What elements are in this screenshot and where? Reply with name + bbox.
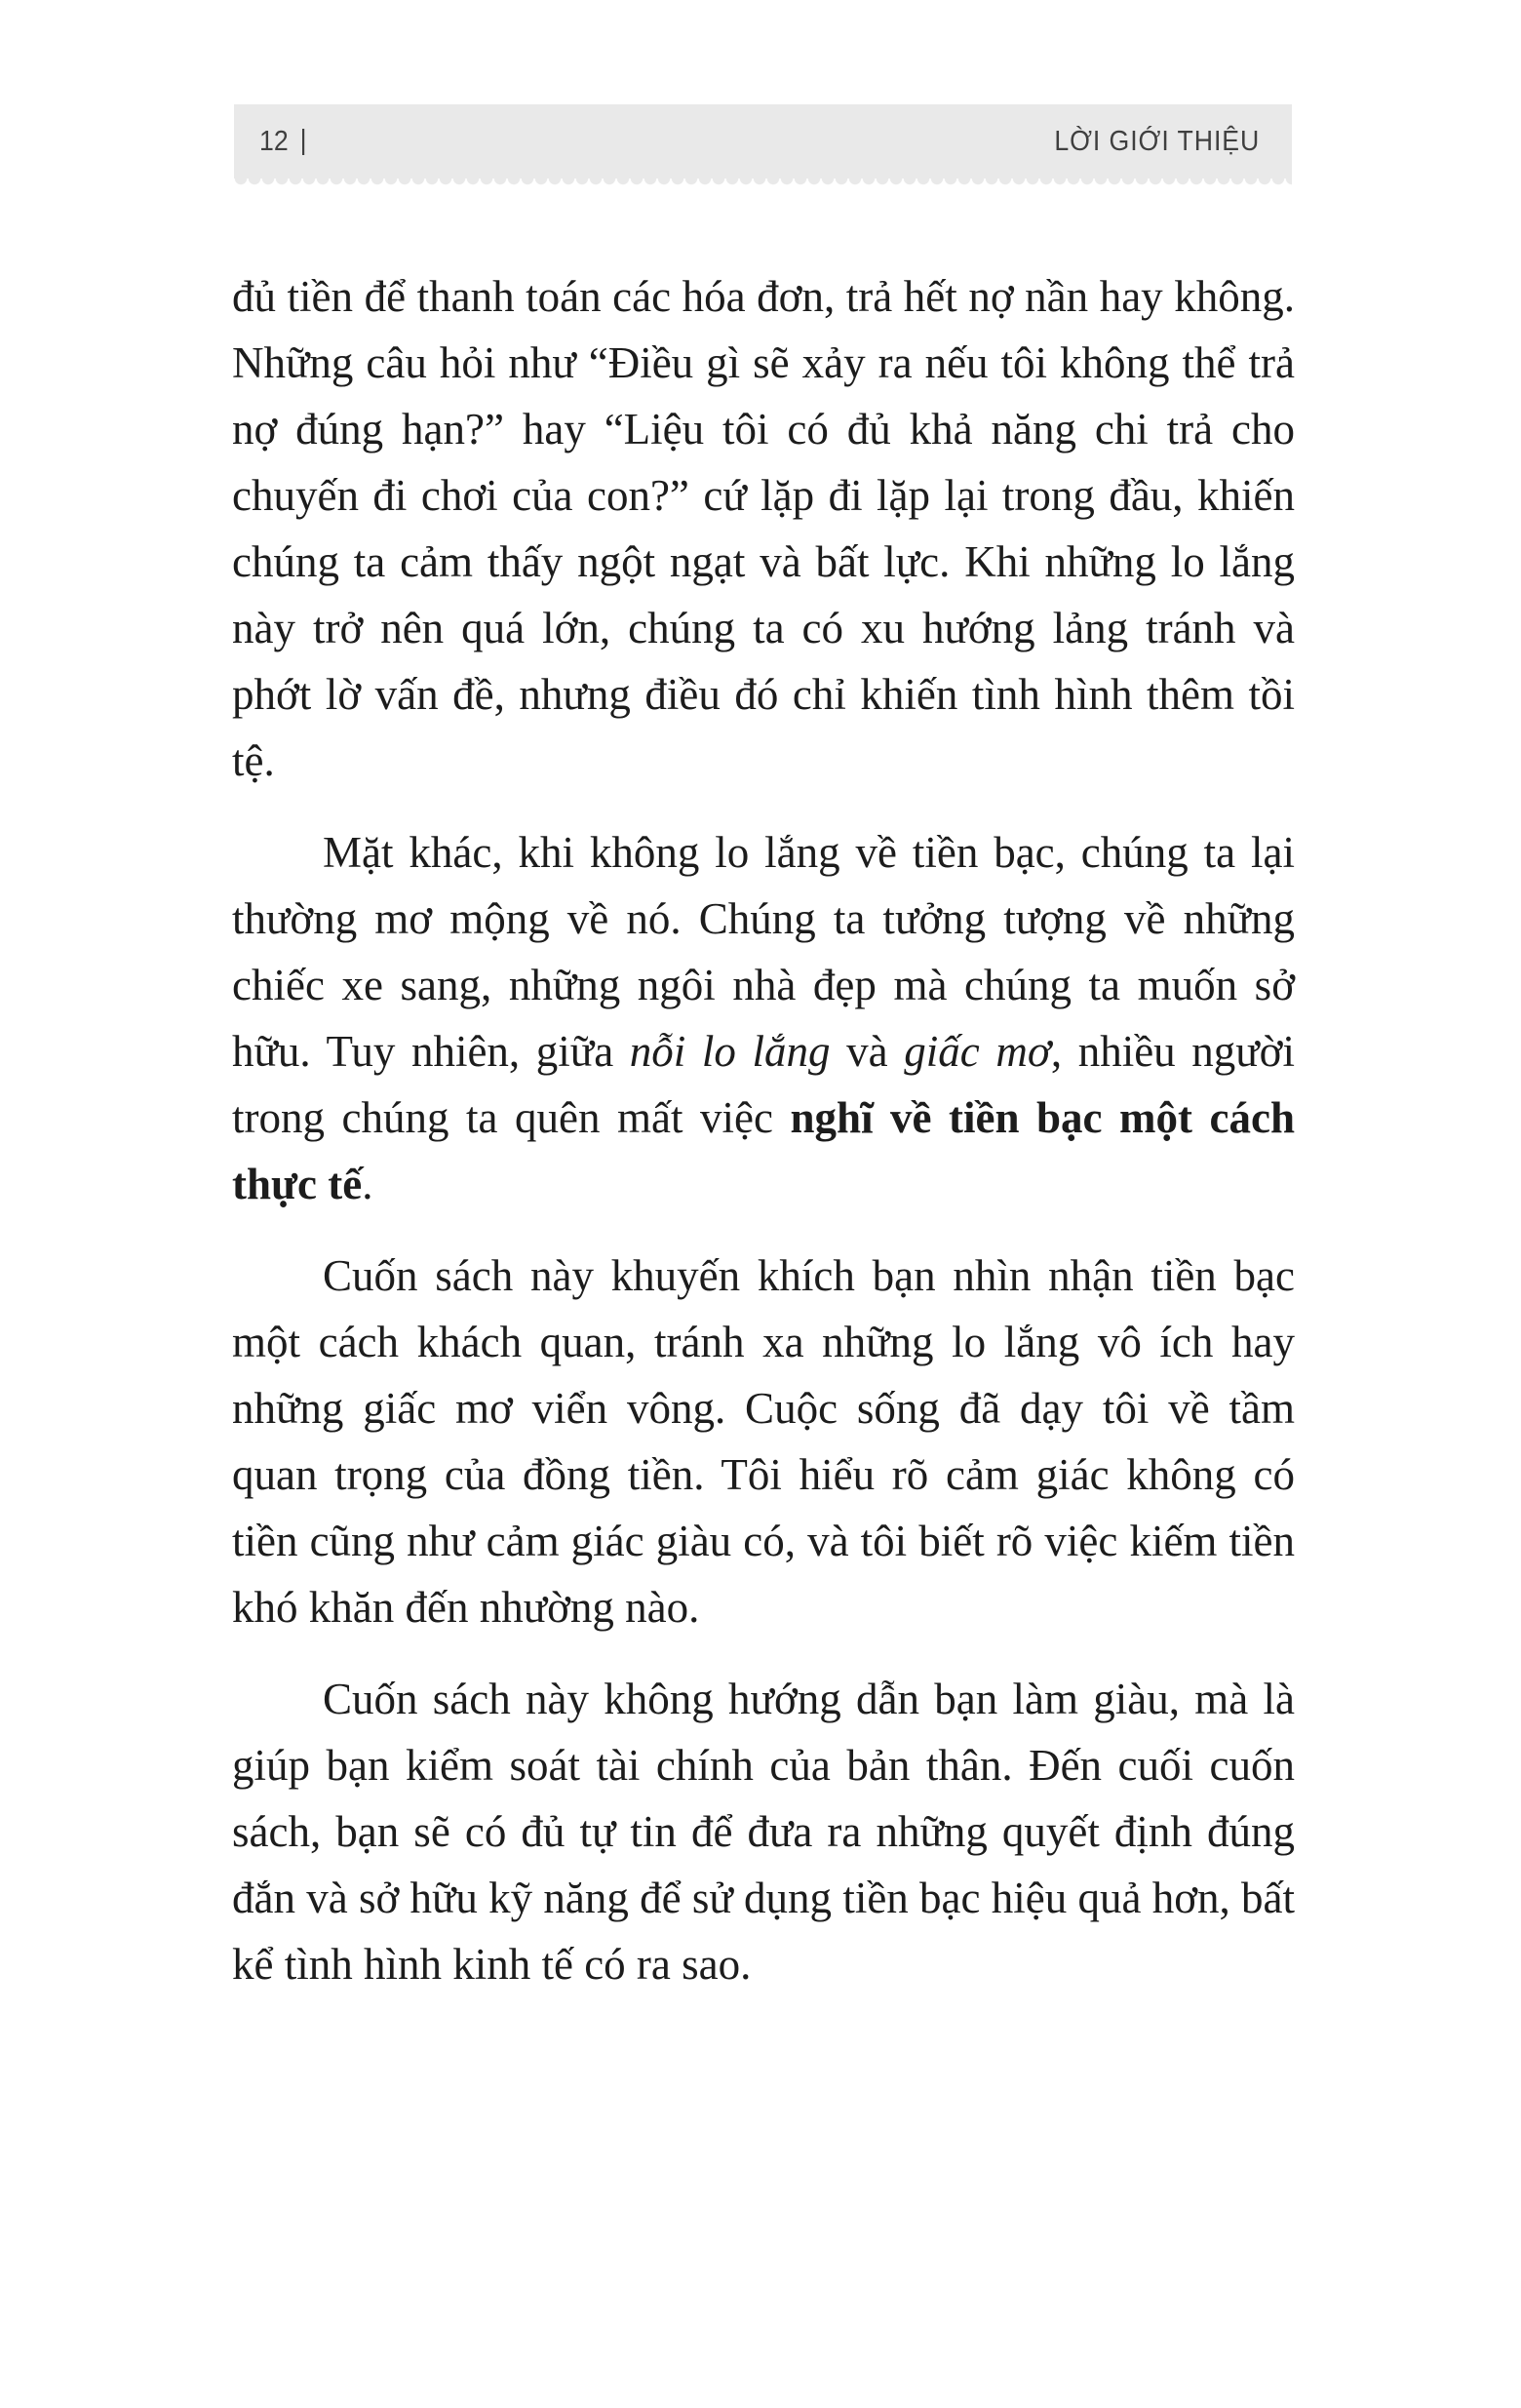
running-title: LỜI GIỚI THIỆU xyxy=(1054,125,1260,157)
page-number: 12 xyxy=(259,125,289,157)
paragraph: đủ tiền để thanh toán các hóa đơn, trả hết nợ nần hay không. Những câu hỏi như “Điều gì sẽ xảy ra nếu tôi không thể trả nợ đúng hạn?” hay “Liệu tôi có đủ khả năng chi trả cho chuyến đi chơi của con?” cứ lặp đi lặp lại trong đầu, khiến chúng ta cảm thấy ngột ngạt và bất lực. Khi những lo lắng này trở nên quá lớn, chúng ta có xu hướng lảng tránh và phớt lờ vấn đề, nhưng điều đó chỉ khiến tình hình thêm tồi tệ. xyxy=(232,272,1295,785)
paragraph: Mặt khác, khi không lo lắng về tiền bạc, chúng ta lại thường mơ mộng về nó. Chúng ta tưởng tượng về những chiếc xe sang, những ngôi nhà đẹp mà chúng ta muốn sở hữu. Tuy nhiên, giữa nỗi lo lắng và giấc mơ, nhiều người trong chúng ta quên mất việc nghĩ về tiền bạc một cách thực tế. xyxy=(232,828,1295,1208)
page-number-group xyxy=(259,126,307,158)
paragraph: Cuốn sách này khuyến khích bạn nhìn nhận tiền bạc một cách khách quan, tránh xa những lo lắng vô ích hay những giấc mơ viển vông. Cuộc sống đã dạy tôi về tầm quan trọng của đồng tiền. Tôi hiểu rõ cảm giác không có tiền cũng như cảm giác giàu có, và tôi biết rõ việc kiếm tiền khó khăn đến nhường nào. xyxy=(232,1251,1295,1632)
header-separator: | xyxy=(299,124,307,156)
body-text-column xyxy=(232,263,1295,1997)
running-header xyxy=(234,104,1292,178)
paragraph: Cuốn sách này không hướng dẫn bạn làm giàu, mà là giúp bạn kiểm soát tài chính của bản thân. Đến cuối cuốn sách, bạn sẽ có đủ tự tin để đưa ra những quyết định đúng đắn và sở hữu kỹ năng để sử dụng tiền bạc hiệu quả hơn, bất kể tình hình kinh tế có ra sao. xyxy=(232,1675,1295,1989)
